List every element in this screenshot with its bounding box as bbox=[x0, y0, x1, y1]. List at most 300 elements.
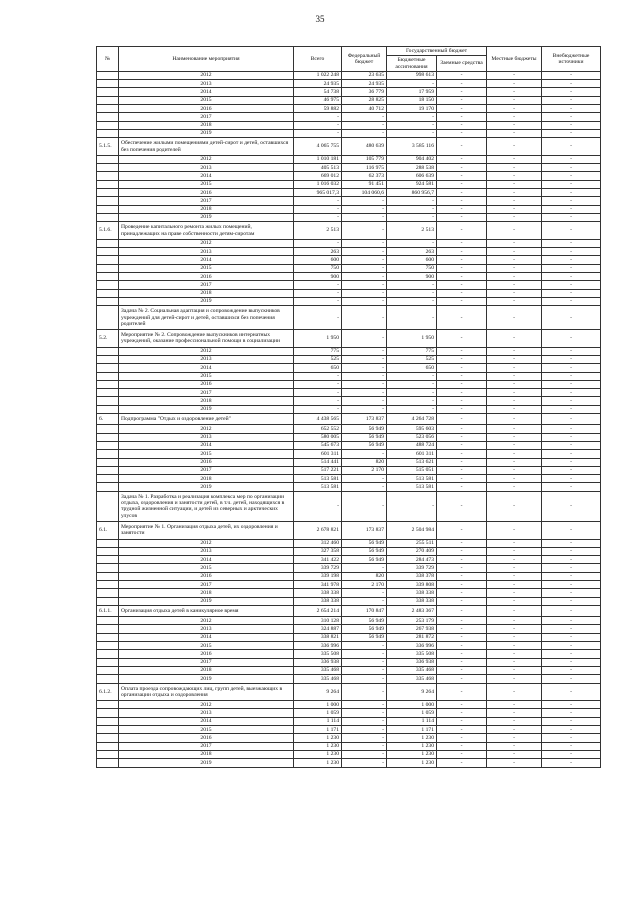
budget-appropriations-cell: 525 bbox=[387, 355, 437, 363]
name-cell: 2017 bbox=[119, 466, 294, 474]
extrabudgetary-cell: - bbox=[542, 113, 601, 121]
budget-appropriations-cell: 860 956,7 bbox=[387, 189, 437, 197]
local-budgets-cell: - bbox=[487, 633, 542, 641]
extrabudgetary-cell: - bbox=[542, 589, 601, 597]
code-cell bbox=[97, 180, 119, 188]
extrabudgetary-cell: - bbox=[542, 330, 601, 348]
borrowed-funds-cell: - bbox=[437, 189, 487, 197]
extrabudgetary-cell: - bbox=[542, 547, 601, 555]
total-cell: - bbox=[294, 239, 342, 247]
total-cell: 59 882 bbox=[294, 105, 342, 113]
extrabudgetary-cell: - bbox=[542, 441, 601, 449]
federal-cell: 56 949 bbox=[342, 441, 387, 449]
extrabudgetary-cell: - bbox=[542, 273, 601, 281]
budget-appropriations-cell: 924 581 bbox=[387, 180, 437, 188]
total-cell: 336 996 bbox=[294, 642, 342, 650]
budget-appropriations-cell: 1 171 bbox=[387, 726, 437, 734]
name-cell: 2015 bbox=[119, 372, 294, 380]
code-cell bbox=[97, 466, 119, 474]
extrabudgetary-cell: - bbox=[542, 281, 601, 289]
table-row-year bbox=[97, 129, 601, 137]
extrabudgetary-cell: - bbox=[542, 405, 601, 413]
borrowed-funds-cell: - bbox=[437, 71, 487, 79]
local-budgets-cell: - bbox=[487, 581, 542, 589]
local-budgets-cell: - bbox=[487, 750, 542, 758]
header-extrabudgetary: Внебюджетные источники bbox=[542, 47, 601, 72]
budget-appropriations-cell: 18 150 bbox=[387, 96, 437, 104]
name-cell: 2012 bbox=[119, 155, 294, 163]
total-cell: 310 128 bbox=[294, 617, 342, 625]
local-budgets-cell: - bbox=[487, 425, 542, 433]
borrowed-funds-cell: - bbox=[437, 450, 487, 458]
budget-appropriations-cell: 1 230 bbox=[387, 759, 437, 767]
local-budgets-cell: - bbox=[487, 71, 542, 79]
total-cell: - bbox=[294, 372, 342, 380]
name-cell: 2017 bbox=[119, 197, 294, 205]
code-cell bbox=[97, 726, 119, 734]
total-cell: - bbox=[294, 281, 342, 289]
name-cell: 2015 bbox=[119, 726, 294, 734]
borrowed-funds-cell: - bbox=[437, 256, 487, 264]
local-budgets-cell: - bbox=[487, 414, 542, 425]
federal-cell: 820 bbox=[342, 458, 387, 466]
budget-appropriations-cell: - bbox=[387, 297, 437, 305]
code-cell bbox=[97, 425, 119, 433]
table-row-year bbox=[97, 189, 601, 197]
extrabudgetary-cell: - bbox=[542, 364, 601, 372]
total-cell: - bbox=[294, 213, 342, 221]
extrabudgetary-cell: - bbox=[542, 264, 601, 272]
table-row-year bbox=[97, 675, 601, 683]
budget-appropriations-cell: 335 508 bbox=[387, 650, 437, 658]
total-cell: 24 935 bbox=[294, 80, 342, 88]
code-cell bbox=[97, 658, 119, 666]
name-cell: 2013 bbox=[119, 164, 294, 172]
budget-appropriations-cell: 900 bbox=[387, 273, 437, 281]
federal-cell: 173 837 bbox=[342, 521, 387, 539]
federal-cell: - bbox=[342, 483, 387, 491]
table-row-year bbox=[97, 658, 601, 666]
borrowed-funds-cell: - bbox=[437, 564, 487, 572]
budget-appropriations-cell: 339 808 bbox=[387, 581, 437, 589]
table-row-year bbox=[97, 450, 601, 458]
federal-cell: - bbox=[342, 330, 387, 348]
federal-cell: 36 779 bbox=[342, 88, 387, 96]
budget-table bbox=[96, 46, 601, 768]
federal-cell: - bbox=[342, 683, 387, 701]
federal-cell: 56 949 bbox=[342, 556, 387, 564]
federal-cell: - bbox=[342, 642, 387, 650]
local-budgets-cell: - bbox=[487, 380, 542, 388]
borrowed-funds-cell: - bbox=[437, 138, 487, 156]
name-cell: 2014 bbox=[119, 172, 294, 180]
code-cell bbox=[97, 264, 119, 272]
borrowed-funds-cell: - bbox=[437, 164, 487, 172]
table-row-year bbox=[97, 466, 601, 474]
code-cell bbox=[97, 441, 119, 449]
table-row-year bbox=[97, 281, 601, 289]
federal-cell: - bbox=[342, 248, 387, 256]
local-budgets-cell: - bbox=[487, 273, 542, 281]
budget-appropriations-cell: 288 538 bbox=[387, 164, 437, 172]
code-cell bbox=[97, 701, 119, 709]
federal-cell: - bbox=[342, 589, 387, 597]
name-cell: 2014 bbox=[119, 633, 294, 641]
budget-appropriations-cell: 650 bbox=[387, 364, 437, 372]
name-cell: 2016 bbox=[119, 273, 294, 281]
total-cell: 46 975 bbox=[294, 96, 342, 104]
name-cell: 2017 bbox=[119, 658, 294, 666]
name-cell: 2012 bbox=[119, 425, 294, 433]
federal-cell: 2 170 bbox=[342, 466, 387, 474]
table-row-year bbox=[97, 572, 601, 580]
code-cell bbox=[97, 709, 119, 717]
header-num: № bbox=[97, 47, 119, 72]
borrowed-funds-cell: - bbox=[437, 617, 487, 625]
borrowed-funds-cell: - bbox=[437, 121, 487, 129]
code-cell bbox=[97, 633, 119, 641]
code-cell bbox=[97, 491, 119, 521]
name-cell: 2012 bbox=[119, 347, 294, 355]
extrabudgetary-cell: - bbox=[542, 683, 601, 701]
total-cell: 513 581 bbox=[294, 475, 342, 483]
local-budgets-cell: - bbox=[487, 642, 542, 650]
extrabudgetary-cell: - bbox=[542, 88, 601, 96]
extrabudgetary-cell: - bbox=[542, 701, 601, 709]
local-budgets-cell: - bbox=[487, 364, 542, 372]
federal-cell: - bbox=[342, 564, 387, 572]
budget-appropriations-cell: 1 114 bbox=[387, 717, 437, 725]
federal-cell: 56 949 bbox=[342, 625, 387, 633]
total-cell: 54 738 bbox=[294, 88, 342, 96]
extrabudgetary-cell: - bbox=[542, 355, 601, 363]
local-budgets-cell: - bbox=[487, 617, 542, 625]
borrowed-funds-cell: - bbox=[437, 414, 487, 425]
name-cell: 2013 bbox=[119, 355, 294, 363]
name-cell: Подпрограмма "Отдых и оздоровление детей" bbox=[119, 414, 294, 425]
federal-cell: - bbox=[342, 389, 387, 397]
name-cell: 2019 bbox=[119, 129, 294, 137]
table-row-year bbox=[97, 256, 601, 264]
budget-appropriations-cell: 335 468 bbox=[387, 666, 437, 674]
table-row-year bbox=[97, 239, 601, 247]
name-cell: 2013 bbox=[119, 80, 294, 88]
extrabudgetary-cell: - bbox=[542, 734, 601, 742]
budget-appropriations-cell: - bbox=[387, 281, 437, 289]
table-row-year bbox=[97, 389, 601, 397]
name-cell: 2013 bbox=[119, 248, 294, 256]
budget-appropriations-cell: - bbox=[387, 380, 437, 388]
code-cell bbox=[97, 364, 119, 372]
federal-cell: - bbox=[342, 113, 387, 121]
total-cell: - bbox=[294, 491, 342, 521]
local-budgets-cell: - bbox=[487, 197, 542, 205]
total-cell: 1 171 bbox=[294, 726, 342, 734]
extrabudgetary-cell: - bbox=[542, 239, 601, 247]
budget-appropriations-cell: 339 729 bbox=[387, 564, 437, 572]
extrabudgetary-cell: - bbox=[542, 164, 601, 172]
table-row-year bbox=[97, 213, 601, 221]
code-cell: 5.1.6. bbox=[97, 222, 119, 240]
extrabudgetary-cell: - bbox=[542, 617, 601, 625]
borrowed-funds-cell: - bbox=[437, 80, 487, 88]
extrabudgetary-cell: - bbox=[542, 222, 601, 240]
total-cell: 750 bbox=[294, 264, 342, 272]
table-row-year bbox=[97, 273, 601, 281]
table-row-year bbox=[97, 80, 601, 88]
federal-cell: - bbox=[342, 372, 387, 380]
borrowed-funds-cell: - bbox=[437, 539, 487, 547]
extrabudgetary-cell: - bbox=[542, 658, 601, 666]
table-row-year bbox=[97, 180, 601, 188]
code-cell: 5.2. bbox=[97, 330, 119, 348]
local-budgets-cell: - bbox=[487, 597, 542, 605]
extrabudgetary-cell: - bbox=[542, 521, 601, 539]
budget-appropriations-cell: - bbox=[387, 389, 437, 397]
table-row-year bbox=[97, 617, 601, 625]
name-cell: 2013 bbox=[119, 625, 294, 633]
total-cell: 339 198 bbox=[294, 572, 342, 580]
borrowed-funds-cell: - bbox=[437, 397, 487, 405]
name-cell: 2018 bbox=[119, 750, 294, 758]
borrowed-funds-cell: - bbox=[437, 222, 487, 240]
name-cell: 2018 bbox=[119, 205, 294, 213]
extrabudgetary-cell: - bbox=[542, 650, 601, 658]
name-cell: 2016 bbox=[119, 189, 294, 197]
extrabudgetary-cell: - bbox=[542, 556, 601, 564]
extrabudgetary-cell: - bbox=[542, 572, 601, 580]
federal-cell: - bbox=[342, 121, 387, 129]
federal-cell: 2 170 bbox=[342, 581, 387, 589]
budget-appropriations-cell: 17 959 bbox=[387, 88, 437, 96]
code-cell bbox=[97, 273, 119, 281]
total-cell: 338 338 bbox=[294, 597, 342, 605]
name-cell: 2019 bbox=[119, 759, 294, 767]
federal-cell: 170 847 bbox=[342, 605, 387, 616]
code-cell: 5.1.5. bbox=[97, 138, 119, 156]
budget-appropriations-cell: - bbox=[387, 239, 437, 247]
table-row-year bbox=[97, 88, 601, 96]
code-cell: 6.1.2. bbox=[97, 683, 119, 701]
federal-cell: 56 949 bbox=[342, 547, 387, 555]
extrabudgetary-cell: - bbox=[542, 666, 601, 674]
budget-appropriations-cell: 253 179 bbox=[387, 617, 437, 625]
total-cell: 1 000 bbox=[294, 701, 342, 709]
extrabudgetary-cell: - bbox=[542, 372, 601, 380]
total-cell: 338 821 bbox=[294, 633, 342, 641]
table-row-item bbox=[97, 306, 601, 330]
name-cell: 2019 bbox=[119, 483, 294, 491]
table-row-item bbox=[97, 605, 601, 616]
name-cell: 2018 bbox=[119, 589, 294, 597]
code-cell: 6. bbox=[97, 414, 119, 425]
federal-cell: 820 bbox=[342, 572, 387, 580]
total-cell: 1 016 032 bbox=[294, 180, 342, 188]
table-row-item bbox=[97, 222, 601, 240]
extrabudgetary-cell: - bbox=[542, 105, 601, 113]
extrabudgetary-cell: - bbox=[542, 389, 601, 397]
borrowed-funds-cell: - bbox=[437, 213, 487, 221]
table-row-year bbox=[97, 475, 601, 483]
federal-cell: - bbox=[342, 709, 387, 717]
table-body bbox=[97, 71, 601, 767]
code-cell bbox=[97, 105, 119, 113]
local-budgets-cell: - bbox=[487, 88, 542, 96]
local-budgets-cell: - bbox=[487, 96, 542, 104]
total-cell: 4 065 755 bbox=[294, 138, 342, 156]
code-cell bbox=[97, 172, 119, 180]
budget-appropriations-cell: - bbox=[387, 289, 437, 297]
total-cell: 775 bbox=[294, 347, 342, 355]
borrowed-funds-cell: - bbox=[437, 264, 487, 272]
federal-cell: - bbox=[342, 650, 387, 658]
borrowed-funds-cell: - bbox=[437, 355, 487, 363]
table-row-item bbox=[97, 683, 601, 701]
code-cell bbox=[97, 129, 119, 137]
table-row-year bbox=[97, 289, 601, 297]
table-row-year bbox=[97, 650, 601, 658]
code-cell bbox=[97, 189, 119, 197]
local-budgets-cell: - bbox=[487, 164, 542, 172]
name-cell: 2017 bbox=[119, 281, 294, 289]
federal-cell: - bbox=[342, 397, 387, 405]
code-cell bbox=[97, 380, 119, 388]
table-row-year bbox=[97, 625, 601, 633]
table-row-year bbox=[97, 205, 601, 213]
total-cell: - bbox=[294, 129, 342, 137]
name-cell: 2014 bbox=[119, 364, 294, 372]
borrowed-funds-cell: - bbox=[437, 105, 487, 113]
name-cell: 2016 bbox=[119, 650, 294, 658]
name-cell: 2013 bbox=[119, 547, 294, 555]
table-row-year bbox=[97, 113, 601, 121]
total-cell: - bbox=[294, 121, 342, 129]
header-local-budgets: Местные бюджеты bbox=[487, 47, 542, 72]
extrabudgetary-cell: - bbox=[542, 205, 601, 213]
name-cell: 2018 bbox=[119, 289, 294, 297]
total-cell: 2 654 214 bbox=[294, 605, 342, 616]
table-row-year bbox=[97, 372, 601, 380]
budget-appropriations-cell: 270 409 bbox=[387, 547, 437, 555]
table-row-year bbox=[97, 750, 601, 758]
name-cell: 2017 bbox=[119, 742, 294, 750]
extrabudgetary-cell: - bbox=[542, 458, 601, 466]
budget-appropriations-cell: 255 511 bbox=[387, 539, 437, 547]
code-cell bbox=[97, 197, 119, 205]
local-budgets-cell: - bbox=[487, 605, 542, 616]
code-cell bbox=[97, 450, 119, 458]
local-budgets-cell: - bbox=[487, 330, 542, 348]
local-budgets-cell: - bbox=[487, 759, 542, 767]
total-cell: 514 441 bbox=[294, 458, 342, 466]
code-cell bbox=[97, 539, 119, 547]
extrabudgetary-cell: - bbox=[542, 466, 601, 474]
federal-cell: 480 639 bbox=[342, 138, 387, 156]
name-cell: Задача № 2. Социальная адаптация и сопровождение выпускников учреждений для детей-сирот и детей, оставшихся без попечения родителей bbox=[119, 306, 294, 330]
total-cell: 1 230 bbox=[294, 734, 342, 742]
code-cell bbox=[97, 113, 119, 121]
budget-appropriations-cell: 284 473 bbox=[387, 556, 437, 564]
extrabudgetary-cell: - bbox=[542, 709, 601, 717]
budget-appropriations-cell: 281 872 bbox=[387, 633, 437, 641]
budget-appropriations-cell: 338 338 bbox=[387, 597, 437, 605]
extrabudgetary-cell: - bbox=[542, 414, 601, 425]
budget-appropriations-cell: 19 170 bbox=[387, 105, 437, 113]
code-cell bbox=[97, 96, 119, 104]
local-budgets-cell: - bbox=[487, 239, 542, 247]
budget-appropriations-cell: 606 639 bbox=[387, 172, 437, 180]
borrowed-funds-cell: - bbox=[437, 113, 487, 121]
table-row-year bbox=[97, 564, 601, 572]
name-cell: 2015 bbox=[119, 96, 294, 104]
local-budgets-cell: - bbox=[487, 355, 542, 363]
local-budgets-cell: - bbox=[487, 189, 542, 197]
code-cell bbox=[97, 281, 119, 289]
total-cell: - bbox=[294, 297, 342, 305]
borrowed-funds-cell: - bbox=[437, 172, 487, 180]
extrabudgetary-cell: - bbox=[542, 306, 601, 330]
borrowed-funds-cell: - bbox=[437, 742, 487, 750]
borrowed-funds-cell: - bbox=[437, 717, 487, 725]
code-cell bbox=[97, 642, 119, 650]
borrowed-funds-cell: - bbox=[437, 289, 487, 297]
total-cell: 1 230 bbox=[294, 750, 342, 758]
table-row-year bbox=[97, 105, 601, 113]
federal-cell: - bbox=[342, 475, 387, 483]
table-row-year bbox=[97, 556, 601, 564]
federal-cell: - bbox=[342, 491, 387, 521]
table-row-year bbox=[97, 458, 601, 466]
extrabudgetary-cell: - bbox=[542, 742, 601, 750]
name-cell: 2017 bbox=[119, 581, 294, 589]
table-row-item bbox=[97, 491, 601, 521]
borrowed-funds-cell: - bbox=[437, 306, 487, 330]
borrowed-funds-cell: - bbox=[437, 726, 487, 734]
extrabudgetary-cell: - bbox=[542, 475, 601, 483]
code-cell bbox=[97, 666, 119, 674]
name-cell: 2019 bbox=[119, 675, 294, 683]
borrowed-funds-cell: - bbox=[437, 701, 487, 709]
table-row-year bbox=[97, 96, 601, 104]
budget-appropriations-cell: 2 513 bbox=[387, 222, 437, 240]
budget-appropriations-cell: - bbox=[387, 213, 437, 221]
local-budgets-cell: - bbox=[487, 650, 542, 658]
local-budgets-cell: - bbox=[487, 113, 542, 121]
budget-appropriations-cell: 1 000 bbox=[387, 701, 437, 709]
borrowed-funds-cell: - bbox=[437, 205, 487, 213]
table-row-year bbox=[97, 71, 601, 79]
table-row-year bbox=[97, 742, 601, 750]
header-federal: Федеральный бюджет bbox=[342, 47, 387, 72]
federal-cell: 62 373 bbox=[342, 172, 387, 180]
local-budgets-cell: - bbox=[487, 709, 542, 717]
local-budgets-cell: - bbox=[487, 475, 542, 483]
name-cell: Организация отдыха детей в каникулярное время bbox=[119, 605, 294, 616]
federal-cell: 56 949 bbox=[342, 617, 387, 625]
name-cell: 2014 bbox=[119, 556, 294, 564]
borrowed-funds-cell: - bbox=[437, 605, 487, 616]
code-cell bbox=[97, 289, 119, 297]
borrowed-funds-cell: - bbox=[437, 405, 487, 413]
extrabudgetary-cell: - bbox=[542, 213, 601, 221]
code-cell bbox=[97, 589, 119, 597]
federal-cell: 40 712 bbox=[342, 105, 387, 113]
total-cell: 652 552 bbox=[294, 425, 342, 433]
federal-cell: - bbox=[342, 405, 387, 413]
federal-cell: - bbox=[342, 750, 387, 758]
borrowed-funds-cell: - bbox=[437, 155, 487, 163]
total-cell: 517 221 bbox=[294, 466, 342, 474]
